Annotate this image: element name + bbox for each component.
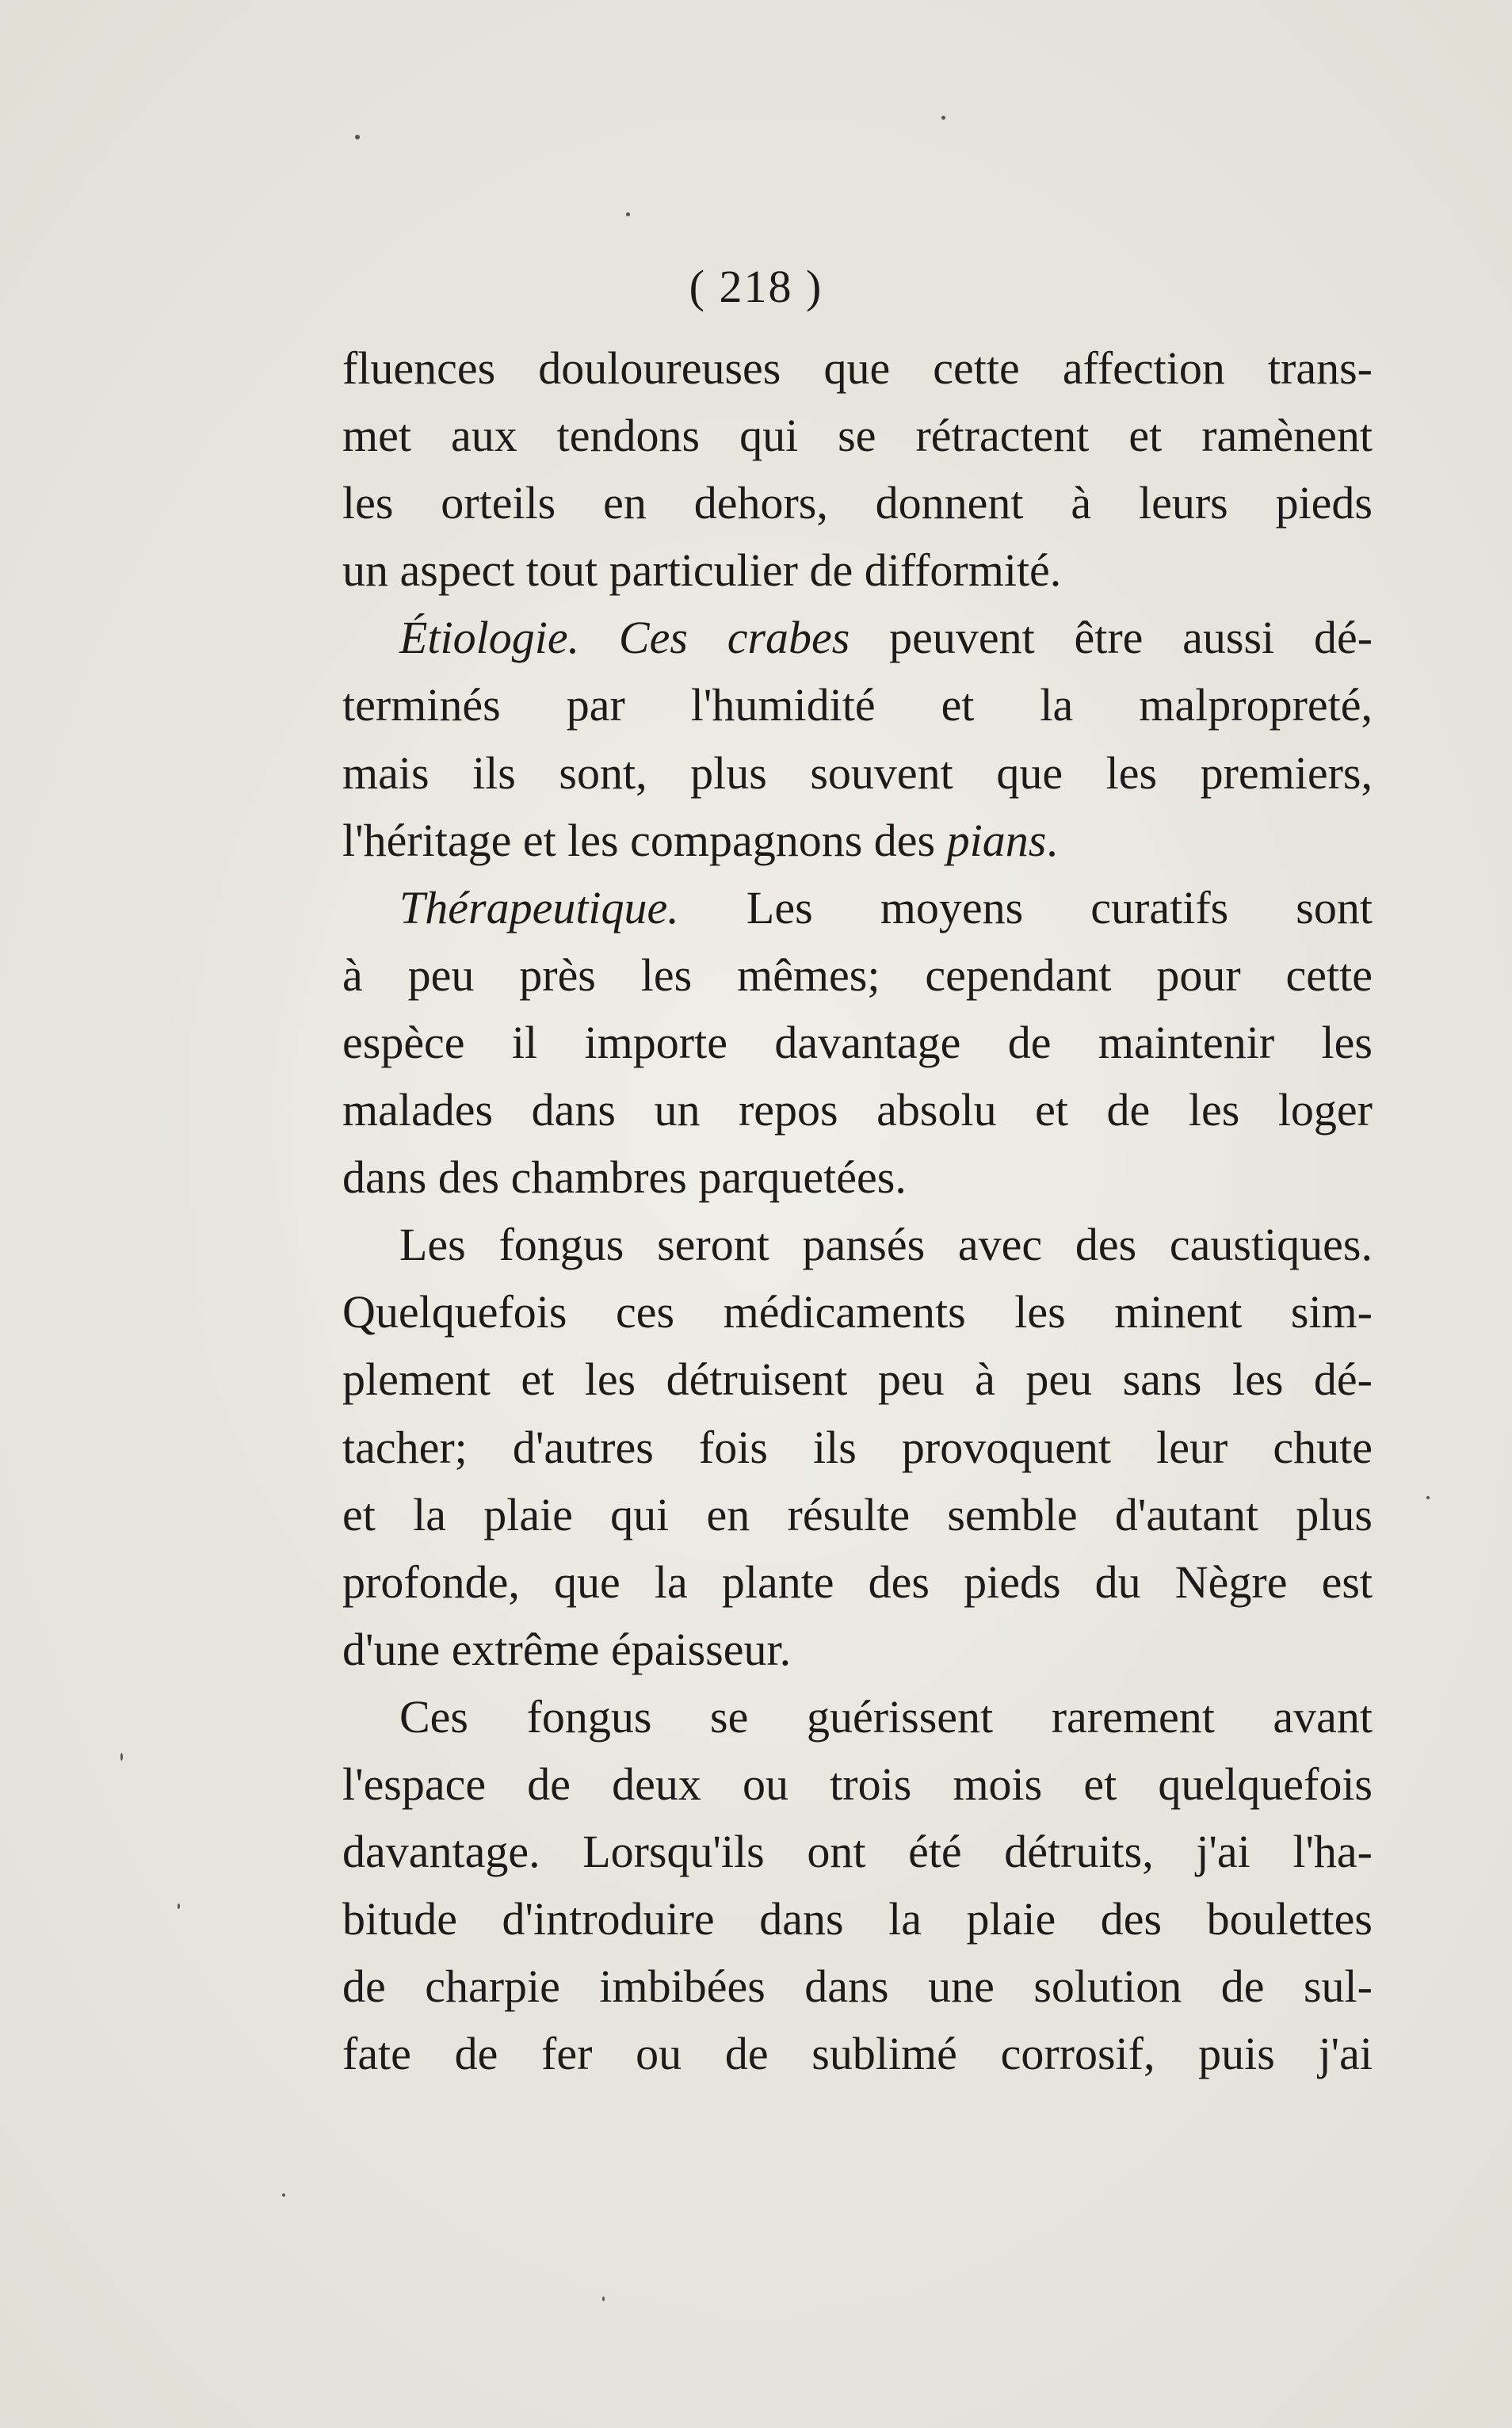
paper-speck <box>355 135 360 139</box>
paragraph-etiologie <box>342 604 1373 873</box>
text-line: les orteils en dehors, donnent à leurs pieds <box>342 477 1373 529</box>
text-fragment: . <box>1046 814 1058 866</box>
text-line: fluences douloureuses que cette affection trans- <box>342 342 1373 394</box>
text-line: d'une extrême épaisseur. <box>342 1623 792 1675</box>
text-line: de charpie imbibées dans une solution de sul- <box>342 1960 1373 2013</box>
paper-speck <box>941 116 945 120</box>
paragraph-fongus <box>342 1211 1373 1683</box>
text-line: Les fongus seront pansés avec des caustiques. <box>399 1219 1373 1271</box>
text-line: davantage. Lorsqu'ils ont été détruits, j'ai l'ha- <box>342 1826 1373 1878</box>
paper-speck <box>178 1903 180 1909</box>
paper-speck <box>602 2296 605 2301</box>
text-line: met aux tendons qui se rétractent et ramènent <box>342 410 1373 462</box>
text-line: fate de fer ou de sublimé corrosif, puis j'ai <box>342 2028 1373 2080</box>
text-line: Quelquefois ces médicaments les minent sim- <box>342 1286 1373 1338</box>
paper-speck <box>120 1753 123 1761</box>
paragraph-therapeutique <box>342 874 1373 1211</box>
paper-speck <box>1426 1496 1430 1499</box>
text-line: à peu près les mêmes; cependant pour cette <box>342 949 1373 1001</box>
paragraph-continuation <box>342 334 1373 604</box>
text-line: tacher; d'autres fois ils provoquent leur chute <box>342 1421 1373 1473</box>
text-line: bitude d'introduire dans la plaie des boulettes <box>342 1893 1373 1945</box>
text-line: un aspect tout particulier de difformité. <box>342 544 1062 597</box>
text-line: plement et les détruisent peu à peu sans les dé- <box>342 1353 1373 1406</box>
text-line: profonde, que la plante des pieds du Nègre est <box>342 1556 1373 1608</box>
section-heading-etiologie: Étiologie. <box>399 612 580 664</box>
body-text <box>342 334 1373 2087</box>
text-line: l'espace de deux ou trois mois et quelquefois <box>342 1758 1373 1810</box>
italic-term: Ces crabes <box>618 612 850 664</box>
text-line: malades dans un repos absolu et de les loger <box>342 1084 1373 1136</box>
page-number: ( 218 ) <box>689 261 823 312</box>
text-line: et la plaie qui en résulte semble d'autant plus <box>342 1488 1373 1540</box>
text-line: mais ils sont, plus souvent que les premiers, <box>342 746 1373 799</box>
text-fragment: l'héritage et les compagnons des <box>342 814 936 866</box>
text-fragment: peuvent être aussi dé- <box>889 612 1373 664</box>
italic-term: pians <box>946 814 1047 866</box>
text-line: dans des chambres parquetées. <box>342 1151 907 1204</box>
section-heading-therapeutique: Thérapeutique. <box>399 881 679 933</box>
paper-speck <box>626 212 630 216</box>
text-line: Ces fongus se guérissent rarement avant <box>399 1690 1373 1743</box>
text-line: terminés par l'humidité et la malpropreté, <box>342 679 1373 731</box>
text-line <box>342 604 1373 671</box>
paper-speck <box>282 2193 285 2197</box>
paragraph-guerison <box>342 1683 1373 2088</box>
text-line <box>342 874 1373 941</box>
text-line <box>342 807 1373 874</box>
text-line: espèce il importe davantage de maintenir les <box>342 1016 1373 1068</box>
text-fragment: Les moyens curatifs sont <box>746 881 1373 933</box>
